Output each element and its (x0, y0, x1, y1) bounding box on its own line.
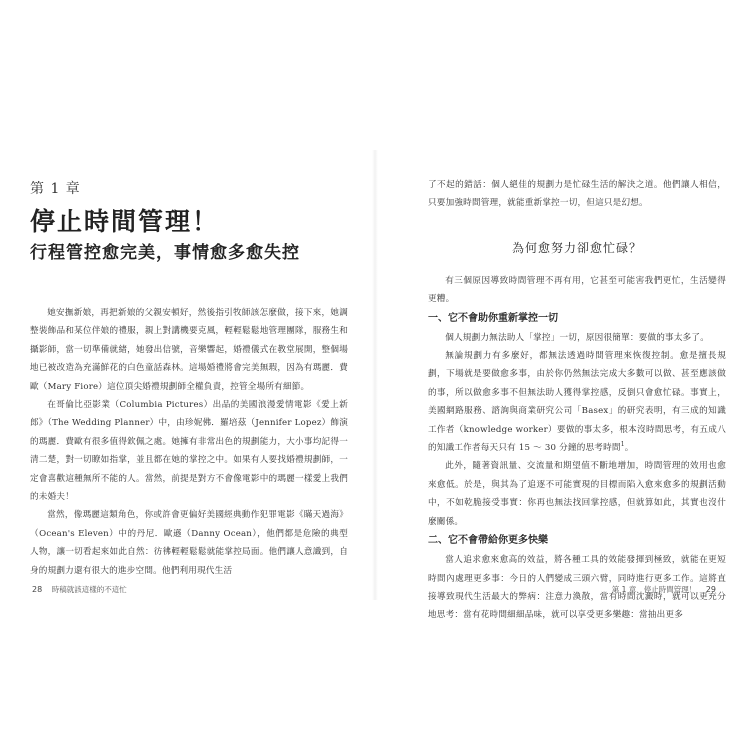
running-chapter-title: 第 1 章 停止時間管理！ (611, 585, 697, 594)
right-body-text (428, 176, 726, 625)
paragraph: 個人規劃力無法助人「掌控」一切，原因很簡單：要做的事太多了。 (445, 332, 710, 343)
page-number: 28 (32, 585, 43, 594)
footnote-marker: 1 (620, 441, 625, 449)
paragraph: 她安撫新娘，再把新娘的父親安頓好，然後指引牧師該怎麼做，接下來，她調整裝飾品和某位伴娘的禮服，親上對講機要克風，輕輕鬆鬆地管理團隊，服務生和攝影師，當一切準備就緒，她發出信號，音樂響起，婚禮儀式在教堂展開，整個場地已被改造為充滿鮮花的白色童話森林。這場婚禮將會完美無瑕，因為有瑪麗．費歐（Mary Fiore）這位頂尖婚禮規劃師全權負責，控管全場所有細節。 (30, 308, 348, 392)
left-footer (32, 584, 127, 595)
paragraph: 當然，像瑪麗這類角色，你或許會更偏好美國經典動作犯罪電影《瞞天過海》（Ocean's Eleven）中的丹尼．歐遜（Danny Ocean），他們都是危險的典型人物，讓一切看起來如此自然：彷彿輕輕鬆鬆就能掌控局面。他們讓人意識到，自身的規劃力還有很大的進步空間。他們利用現代生活 (30, 510, 348, 576)
paragraph: 在哥倫比亞影業（Columbia Pictures）出品的美國浪漫愛情電影《愛上新郎》（The Wedding Planner）中，由珍妮佛．羅培茲（Jennifer Lopez）飾演的瑪麗．費歐有很多值得欽佩之處。她擁有非常出色的規劃能力，大小事均記得一清二楚，對一切瞭如指掌，並且都在她的掌控之中。如果有人要找婚禮規劃師，一定會喜歡這種無所不能的人。當然，前提是對方不會像電影中的瑪麗一樣愛上我們的未婚夫！ (30, 400, 348, 503)
paragraph: 有三個原因導致時間管理不再有用，它甚至可能害我們更忙，生活變得更糟。 (428, 275, 726, 305)
page-number: 29 (705, 585, 716, 594)
subsection-heading: 二、它不會帶給你更多快樂 (428, 535, 548, 547)
left-body-text (30, 304, 348, 580)
paragraph: 此外，隨著資訊量、交流量和期望值不斷地增加，時間管理的效用也愈來愈低。於是，與其為了追逐不可能實現的目標而陷入愈來愈多的規劃活動中，不如乾脆接受事實：你再也無法找回掌控感，但就算如此，其實也沒什麼關係。 (428, 461, 726, 527)
right-page (375, 0, 750, 750)
section-heading: 為何愈努力卻愈忙碌？ (511, 240, 642, 255)
running-title: 時稿就該這樣的不這忙 (51, 585, 127, 594)
chapter-subtitle: 行程管控愈完美，事情愈多愈失控 (30, 243, 300, 263)
chapter-label: 第 1 章 (30, 181, 81, 197)
paragraph: 當人追求愈來愈高的效益，將各種工具的效能發揮到極致，就能在更短時間內處理更多事：今日的人們變成三頭六臂，同時進行更多工作。這將直接導致現代生活最大的弊病：注意力渙散，當有時間沈澱時，就可以更充分地思考：當有花時間細細品味，就可以享受更多樂趣：當抽出更多 (428, 555, 726, 621)
paragraph: 無論規劃力有多麼好，都無法透過時間管理來恢復控制。愈是擅長規劃，下場就是要做愈多事，由於你仍然無法完成大多數可以做、甚至應該做的事，所以做愈多事不但無法助人獲得掌控感，反倒只會愈忙碌。事實上，美國網路服務、諮詢與商業研究公司「Basex」的研究表明，有三成的知識工作者（knowledge worker）要做的事太多，根本沒時間思考，有五成八的知識工作者每天只有 15 ～ 30 分鐘的思考時間$^1$。 (428, 351, 726, 454)
chapter-title: 停止時間管理！ (30, 207, 220, 236)
paragraph: 了不起的錯話：個人絕佳的規劃力是忙碌生活的解決之道。他們讓人相信，只要加強時間管理，就能重新掌控一切，但這只是幻想。 (428, 180, 726, 209)
right-footer (612, 584, 716, 595)
subsection-heading: 一、它不會助你重新掌控一切 (428, 312, 558, 324)
